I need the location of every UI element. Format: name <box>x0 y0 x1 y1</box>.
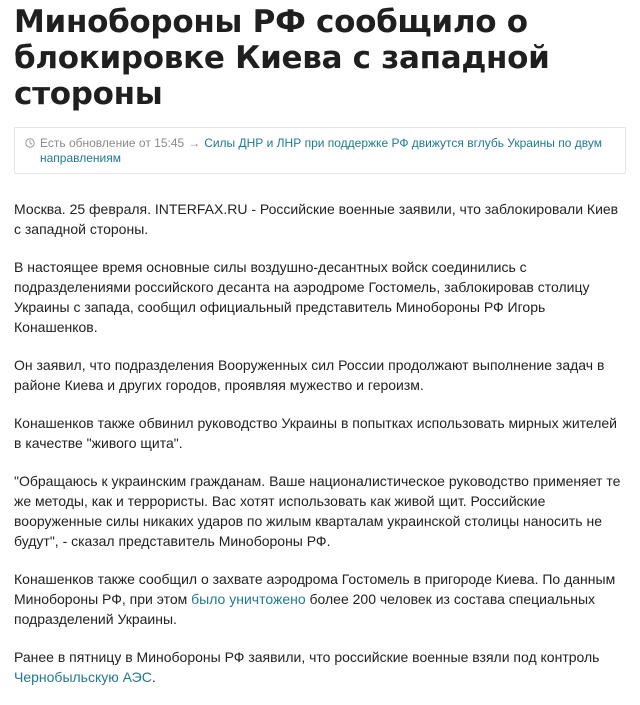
paragraph-7 <box>14 647 626 687</box>
update-text <box>40 136 615 166</box>
paragraph-6 <box>14 569 626 629</box>
paragraph-7-text-start: Ранее в пятницу в Минобороны РФ заявили, что российские военные взяли под контроль <box>14 649 600 665</box>
article-body <box>14 199 626 687</box>
paragraph-5: "Обращаюсь к украинским гражданам. Ваше националистическое руководство применяет те же методы, как и террористы. Вас хотят использовать как живой щит. Российские вооруженные силы никаких ударов по жилым кварталам украинской столицы наносить не будут", - сказал представитель Минобороны РФ. <box>14 473 621 549</box>
paragraph-7-text-end: . <box>151 669 156 685</box>
paragraph-1: Москва. 25 февраля. INTERFAX.RU - Российские военные заявили, что заблокировали Киев с западной стороны. <box>14 201 619 237</box>
clock-icon <box>25 138 35 148</box>
paragraph-4: Конашенков также обвинил руководство Украины в попытках использовать мирных жителей в качестве "живого щита". <box>14 415 617 451</box>
destroyed-link[interactable]: было уничтожено <box>191 591 306 607</box>
update-link[interactable]: Силы ДНР и ЛНР при поддержке РФ движутся вглубь Украины по двум направлениям <box>40 136 603 165</box>
update-notice <box>14 127 626 174</box>
article-title: Минобороны РФ сообщило о блокировке Киева с западной стороны <box>14 4 550 112</box>
paragraph-2: В настоящее время основные силы воздушно-десантных войск соединились с подразделениями российского десанта на аэродроме Гостомель, заблокировав столицу Украины с запада, сообщил официальный представитель Минобороны РФ Игорь Конашенков. <box>14 259 590 335</box>
chernobyl-link[interactable]: Чернобыльскую АЭС <box>14 669 152 685</box>
arrow-right-icon: → <box>188 136 201 150</box>
paragraph-6-text-start: Конашенков также сообщил о захвате аэродрома Гостомель в пригороде Киева. По данным Минобороны РФ, при этом <box>14 571 616 607</box>
article <box>14 0 626 705</box>
paragraph-6-text-end: более 200 человек из состава специальных подразделений Украины. <box>14 591 596 627</box>
update-timestamp: Есть обновление от 15:45 <box>40 136 185 150</box>
paragraph-3: Он заявил, что подразделения Вооруженных сил России продолжают выполнение задач в районе Киева и других городов, проявляя мужество и героизм. <box>14 357 605 393</box>
